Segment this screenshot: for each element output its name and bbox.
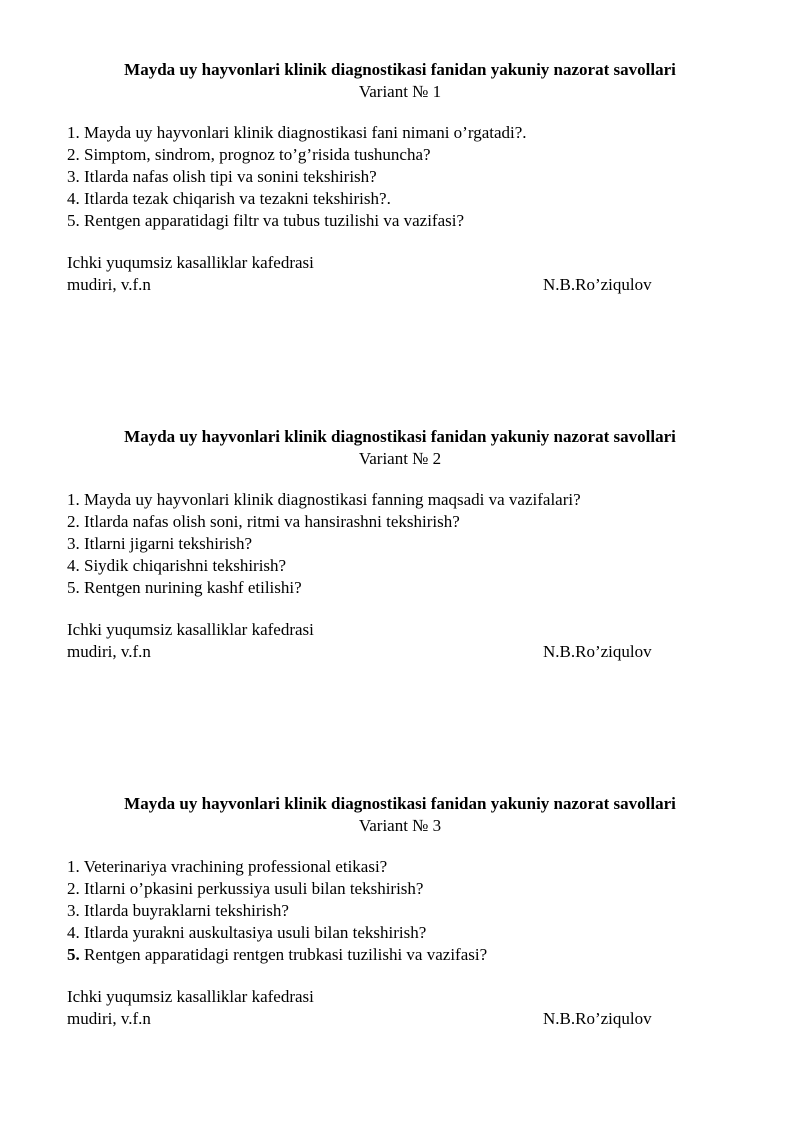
question-text: Itlarni jigarni tekshirish? — [79, 534, 253, 553]
question-item — [67, 577, 581, 599]
signer-name: N.B.Ro’ziqulov — [543, 1009, 652, 1028]
question-number: 5. — [67, 211, 80, 230]
question-number: 3. — [67, 534, 80, 553]
variant-title: Mayda uy hayvonlari klinik diagnostikasi fanidan yakuniy nazorat savollari — [124, 794, 676, 813]
question-item — [67, 900, 487, 922]
question-item — [67, 144, 527, 166]
signer-position: mudiri, v.f.n — [67, 642, 151, 661]
question-item — [67, 878, 487, 900]
signature-block — [67, 252, 667, 296]
signer-position: mudiri, v.f.n — [67, 1009, 151, 1028]
question-number: 3. — [67, 901, 80, 920]
question-number: 5. — [67, 578, 80, 597]
signature-line — [67, 641, 667, 663]
variant-number: Variant № 2 — [358, 449, 442, 468]
variant-block-2 — [0, 426, 800, 661]
question-number: 1. — [67, 857, 80, 876]
question-text: Itlarda nafas olish soni, ritmi va hansirashni tekshirish? — [79, 512, 460, 531]
question-text: Rentgen apparatidagi rentgen trubkasi tuzilishi va vazifasi? — [79, 945, 488, 964]
question-number: 2. — [67, 512, 80, 531]
question-text: Mayda uy hayvonlari klinik diagnostikasi fanning maqsadi va vazifalari? — [79, 490, 581, 509]
question-item — [67, 944, 487, 966]
question-item — [67, 489, 581, 511]
question-item — [67, 856, 487, 878]
question-number: 4. — [67, 923, 80, 942]
question-number: 1. — [67, 490, 80, 509]
variant-number: Variant № 1 — [358, 82, 442, 101]
question-text: Siydik chiqarishni tekshirish? — [79, 556, 287, 575]
question-number: 2. — [67, 879, 80, 898]
signature-line — [67, 274, 667, 296]
question-item — [67, 122, 527, 144]
question-item — [67, 533, 581, 555]
signature-block — [67, 986, 667, 1030]
question-text: Itlarda tezak chiqarish va tezakni tekshirish?. — [79, 189, 391, 208]
variant-block-1 — [0, 59, 800, 294]
question-number: 4. — [67, 556, 80, 575]
department-name: Ichki yuqumsiz kasalliklar kafedrasi — [67, 620, 314, 639]
question-item — [67, 210, 527, 232]
question-number: 4. — [67, 189, 80, 208]
signer-name: N.B.Ro’ziqulov — [543, 275, 652, 294]
department-name: Ichki yuqumsiz kasalliklar kafedrasi — [67, 987, 314, 1006]
question-text: Rentgen apparatidagi filtr va tubus tuzilishi va vazifasi? — [79, 211, 465, 230]
question-item — [67, 511, 581, 533]
question-item — [67, 166, 527, 188]
question-list — [67, 856, 487, 966]
question-list — [67, 489, 581, 599]
question-text: Itlarda yurakni auskultasiya usuli bilan tekshirish? — [79, 923, 427, 942]
question-item — [67, 555, 581, 577]
signer-position: mudiri, v.f.n — [67, 275, 151, 294]
question-number: 1. — [67, 123, 80, 142]
question-list — [67, 122, 527, 232]
question-item — [67, 922, 487, 944]
variant-title: Mayda uy hayvonlari klinik diagnostikasi fanidan yakuniy nazorat savollari — [124, 427, 676, 446]
variant-block-3 — [0, 793, 800, 1028]
question-text: Itlarda buyraklarni tekshirish? — [79, 901, 289, 920]
question-text: Mayda uy hayvonlari klinik diagnostikasi fani nimani o’rgatadi?. — [79, 123, 527, 142]
question-text: Veterinariya vrachining professional etikasi? — [79, 857, 388, 876]
signature-block — [67, 619, 667, 663]
department-name: Ichki yuqumsiz kasalliklar kafedrasi — [67, 253, 314, 272]
question-text: Rentgen nurining kashf etilishi? — [79, 578, 302, 597]
variant-title: Mayda uy hayvonlari klinik diagnostikasi fanidan yakuniy nazorat savollari — [124, 60, 676, 79]
question-number: 5. — [67, 945, 80, 964]
question-number: 3. — [67, 167, 80, 186]
question-number: 2. — [67, 145, 80, 164]
question-text: Itlarni o’pkasini perkussiya usuli bilan tekshirish? — [79, 879, 424, 898]
question-text: Itlarda nafas olish tipi va sonini tekshirish? — [79, 167, 377, 186]
question-text: Simptom, sindrom, prognoz to’g’risida tushuncha? — [79, 145, 431, 164]
question-item — [67, 188, 527, 210]
variant-number: Variant № 3 — [358, 816, 442, 835]
signer-name: N.B.Ro’ziqulov — [543, 642, 652, 661]
signature-line — [67, 1008, 667, 1030]
